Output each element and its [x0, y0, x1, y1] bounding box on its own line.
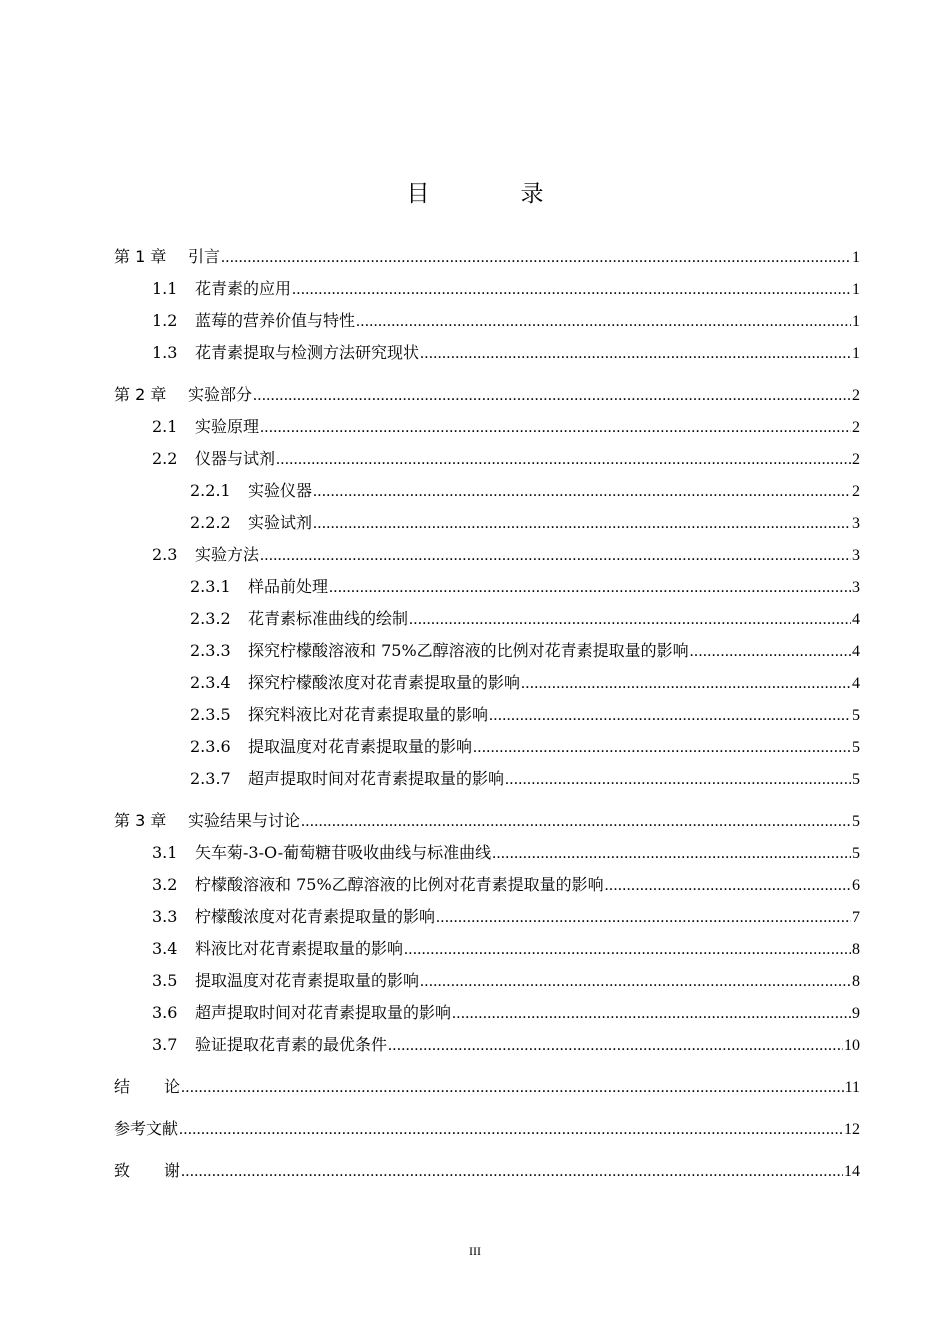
toc-leader-dots	[409, 604, 851, 636]
toc-entry-page: 9	[852, 1005, 860, 1022]
toc-entry-title: 提取温度对花青素提取量的影响	[195, 971, 420, 990]
toc-leader-dots	[253, 380, 851, 412]
toc-entry-number: 3.2	[152, 875, 178, 894]
toc-entry-page: 5	[852, 845, 860, 862]
toc-entry-2-2[interactable]	[114, 443, 860, 475]
toc-entry-page: 10	[844, 1037, 860, 1054]
toc-leader-dots	[292, 274, 851, 306]
toc-entry-number: 3.6	[152, 1003, 178, 1022]
toc-entry-title: 实验部分	[188, 385, 253, 404]
toc-entry-page: 11	[844, 1079, 860, 1096]
toc-entry-title: 引言	[188, 247, 221, 266]
toc-entry-title: 柠檬酸溶液和 75%乙醇溶液的比例对花青素提取量的影响	[195, 875, 604, 894]
toc-entry-2-3-2[interactable]	[114, 603, 860, 635]
toc-entry-number: 1.3	[152, 343, 178, 362]
toc-leader-dots	[221, 242, 851, 274]
toc-entry-page: 2	[852, 419, 860, 436]
toc-entry-title: 超声提取时间对花青素提取量的影响	[195, 1003, 452, 1022]
toc-entry-number: 1.2	[152, 311, 178, 330]
table-of-contents	[114, 241, 860, 1187]
toc-entry-number: 第 2 章	[114, 385, 167, 404]
toc-entry-2-3-3[interactable]	[114, 635, 860, 667]
toc-leader-dots	[329, 572, 851, 604]
toc-entry-page: 5	[852, 739, 860, 756]
toc-entry-3-7[interactable]	[114, 1029, 860, 1061]
toc-entry-ch2[interactable]	[114, 379, 860, 411]
toc-entry-title: 花青素提取与检测方法研究现状	[195, 343, 420, 362]
toc-entry-number: 2.3.3	[190, 641, 231, 660]
toc-leader-dots	[301, 806, 851, 838]
toc-entry-2-3[interactable]	[114, 539, 860, 571]
toc-leader-dots	[313, 476, 851, 508]
toc-entry-3-3[interactable]	[114, 901, 860, 933]
toc-entry-number: 3.5	[152, 971, 178, 990]
toc-entry-number: 3.1	[152, 843, 178, 862]
toc-leader-dots	[605, 870, 851, 902]
toc-entry-title: 花青素的应用	[195, 279, 292, 298]
toc-entry-title: 探究柠檬酸浓度对花青素提取量的影响	[248, 673, 521, 692]
toc-entry-number: 1.1	[152, 279, 178, 298]
toc-entry-references[interactable]	[114, 1113, 860, 1145]
toc-entry-title: 结论	[114, 1077, 215, 1096]
toc-leader-dots	[420, 338, 851, 370]
toc-entry-title: 致谢	[114, 1161, 215, 1180]
toc-entry-title: 实验方法	[195, 545, 260, 564]
toc-entry-1-1[interactable]	[114, 273, 860, 305]
toc-entry-number: 2.3	[152, 545, 178, 564]
toc-entry-page: 14	[844, 1163, 860, 1180]
toc-entry-3-1[interactable]	[114, 837, 860, 869]
toc-entry-number: 2.3.4	[190, 673, 231, 692]
toc-entry-page: 5	[852, 707, 860, 724]
toc-entry-title: 超声提取时间对花青素提取量的影响	[248, 769, 505, 788]
toc-entry-number: 2.1	[152, 417, 178, 436]
toc-entry-title: 花青素标准曲线的绘制	[248, 609, 409, 628]
toc-leader-dots	[492, 838, 851, 870]
toc-entry-number: 2.2.2	[190, 513, 231, 532]
toc-entry-page: 4	[852, 643, 860, 660]
toc-entry-number: 2.2.1	[190, 481, 231, 500]
toc-entry-title: 实验试剂	[248, 513, 313, 532]
toc-entry-page: 1	[852, 345, 860, 362]
toc-entry-title: 样品前处理	[248, 577, 329, 596]
toc-entry-2-3-4[interactable]	[114, 667, 860, 699]
toc-leader-dots	[420, 966, 851, 998]
toc-entry-ch1[interactable]	[114, 241, 860, 273]
toc-leader-dots	[505, 764, 851, 796]
toc-entry-2-2-1[interactable]	[114, 475, 860, 507]
toc-leader-dots	[690, 636, 851, 668]
toc-entry-page: 1	[852, 313, 860, 330]
toc-entry-number: 2.3.2	[190, 609, 231, 628]
toc-entry-1-2[interactable]	[114, 305, 860, 337]
toc-entry-2-1[interactable]	[114, 411, 860, 443]
toc-entry-title: 探究料液比对花青素提取量的影响	[248, 705, 489, 724]
toc-entry-number: 2.3.7	[190, 769, 231, 788]
toc-entry-title: 实验仪器	[248, 481, 313, 500]
toc-entry-title: 蓝莓的营养价值与特性	[195, 311, 356, 330]
toc-entry-title: 仪器与试剂	[195, 449, 276, 468]
toc-entry-title: 柠檬酸浓度对花青素提取量的影响	[195, 907, 436, 926]
toc-leader-dots	[473, 732, 851, 764]
toc-leader-dots	[388, 1030, 843, 1062]
toc-entry-2-3-1[interactable]	[114, 571, 860, 603]
toc-entry-acknowledgements[interactable]	[114, 1155, 860, 1187]
toc-entry-page: 5	[852, 813, 860, 830]
toc-entry-3-6[interactable]	[114, 997, 860, 1029]
toc-entry-1-3[interactable]	[114, 337, 860, 369]
toc-entry-number: 2.2	[152, 449, 178, 468]
toc-entry-number: 第 1 章	[114, 247, 167, 266]
toc-entry-title: 矢车菊-3-O-葡萄糖苷吸收曲线与标准曲线	[195, 843, 492, 862]
toc-leader-dots	[404, 934, 851, 966]
toc-entry-title: 提取温度对花青素提取量的影响	[248, 737, 473, 756]
toc-entry-number: 3.4	[152, 939, 178, 958]
toc-entry-page: 2	[852, 483, 860, 500]
toc-leader-dots	[521, 668, 851, 700]
toc-entry-2-3-5[interactable]	[114, 699, 860, 731]
toc-entry-page: 5	[852, 771, 860, 788]
toc-entry-page: 12	[844, 1121, 860, 1138]
toc-entry-3-4[interactable]	[114, 933, 860, 965]
toc-entry-number: 2.3.5	[190, 705, 231, 724]
toc-entry-page: 2	[852, 387, 860, 404]
toc-leader-dots	[356, 306, 851, 338]
toc-entry-title: 参考文献	[114, 1119, 179, 1138]
toc-entry-page: 8	[852, 941, 860, 958]
page-number: III	[469, 1244, 481, 1258]
toc-entry-page: 4	[852, 675, 860, 692]
toc-entry-title: 验证提取花青素的最优条件	[195, 1035, 388, 1054]
toc-leader-dots	[489, 700, 851, 732]
toc-entry-page: 4	[852, 611, 860, 628]
toc-entry-page: 2	[852, 451, 860, 468]
toc-entry-page: 3	[852, 515, 860, 532]
toc-leader-dots	[181, 1156, 843, 1188]
toc-leader-dots	[313, 508, 851, 540]
toc-entry-number: 2.3.1	[190, 577, 231, 596]
toc-entry-3-2[interactable]	[114, 869, 860, 901]
toc-entry-number: 3.3	[152, 907, 178, 926]
toc-entry-page: 6	[852, 877, 860, 894]
toc-entry-title: 实验结果与讨论	[188, 811, 301, 830]
toc-leader-dots	[260, 412, 851, 444]
toc-leader-dots	[436, 902, 851, 934]
toc-entry-2-2-2[interactable]	[114, 507, 860, 539]
toc-entry-number: 3.7	[152, 1035, 178, 1054]
toc-leader-dots	[452, 998, 851, 1030]
toc-entry-page: 3	[852, 579, 860, 596]
toc-entry-page: 3	[852, 547, 860, 564]
toc-entry-title: 实验原理	[195, 417, 260, 436]
toc-entry-conclusion[interactable]	[114, 1071, 860, 1103]
toc-entry-page: 1	[852, 281, 860, 298]
toc-entry-number: 第 3 章	[114, 811, 167, 830]
toc-entry-page: 7	[852, 909, 860, 926]
toc-leader-dots	[260, 540, 851, 572]
toc-entry-title: 探究柠檬酸溶液和 75%乙醇溶液的比例对花青素提取量的影响	[248, 641, 689, 660]
toc-entry-page: 8	[852, 973, 860, 990]
toc-entry-2-3-6[interactable]	[114, 731, 860, 763]
toc-entry-ch3[interactable]	[114, 805, 860, 837]
toc-entry-2-3-7[interactable]	[114, 763, 860, 795]
toc-entry-page: 1	[852, 249, 860, 266]
toc-leader-dots	[179, 1114, 843, 1146]
toc-entry-number: 2.3.6	[190, 737, 231, 756]
toc-title: 目 录	[406, 181, 578, 207]
toc-leader-dots	[181, 1072, 844, 1104]
toc-entry-title: 料液比对花青素提取量的影响	[195, 939, 404, 958]
toc-entry-3-5[interactable]	[114, 965, 860, 997]
toc-leader-dots	[276, 444, 851, 476]
